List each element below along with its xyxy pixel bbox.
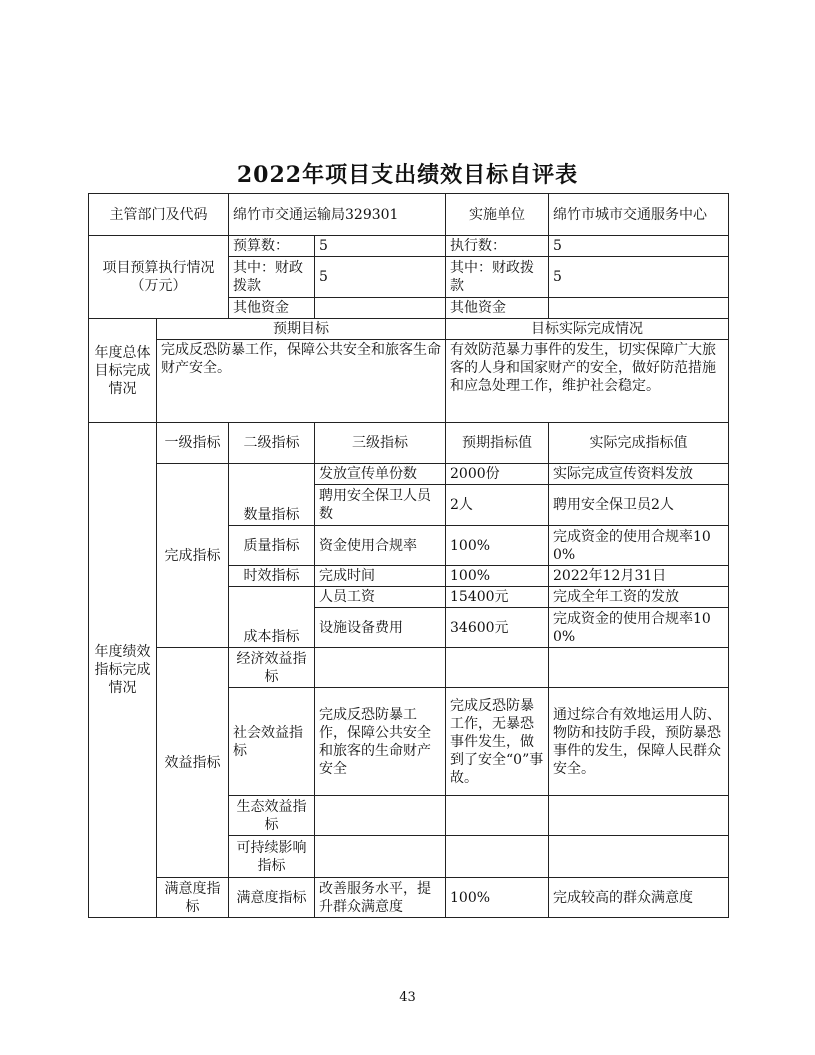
- annual-goal-label: 年度总体目标完成情况: [89, 319, 157, 423]
- r3-lvl3: 资金使用合规率: [315, 526, 446, 566]
- r2-expected: 2人: [446, 485, 549, 526]
- r1-actual: 实际完成宣传资料发放: [549, 464, 729, 485]
- r5-actual: 完成全年工资的发放: [549, 587, 729, 608]
- r7-expected: 完成反恐防暴工作，无暴恐事件发生，做到了安全“0”事故。: [446, 688, 549, 796]
- ecological-lvl3: [315, 796, 446, 836]
- r4-lvl3: 完成时间: [315, 566, 446, 587]
- exec-num-label: 执行数：: [446, 236, 549, 257]
- col-actual: 实际完成指标值: [549, 423, 729, 464]
- r5-lvl3: 人员工资: [315, 587, 446, 608]
- lvl2-quantity: 数量指标: [229, 464, 315, 526]
- group-benefit: 效益指标: [157, 648, 229, 878]
- sustainable-expected: [446, 836, 549, 878]
- exec-num-value: 5: [549, 236, 729, 257]
- indicator-section-label: 年度绩效指标完成情况: [89, 423, 157, 918]
- dept-label: 主管部门及代码: [89, 194, 229, 236]
- impl-value: 绵竹市城市交通服务中心: [549, 194, 729, 236]
- r8-lvl3: 改善服务水平，提升群众满意度: [315, 878, 446, 918]
- r7-lvl3: 完成反恐防暴工作，保障公共安全和旅客的生命财产安全: [315, 688, 446, 796]
- page-title: 2022年项目支出绩效目标自评表: [236, 162, 579, 188]
- fiscal-label-exec: 其中：财政拨款: [446, 257, 549, 298]
- economic-lvl3: [315, 648, 446, 688]
- col-expected: 预期指标值: [446, 423, 549, 464]
- r4-actual: 2022年12月31日: [549, 566, 729, 587]
- other-funds-label: 其他资金: [229, 298, 315, 319]
- ecological-expected: [446, 796, 549, 836]
- page-number: 43: [399, 990, 416, 1005]
- r5-expected: 15400元: [446, 587, 549, 608]
- lvl2-satisfaction: 满意度指标: [229, 878, 315, 918]
- other-funds-value-exec: [549, 298, 729, 319]
- lvl2-sustainable: 可持续影响指标: [229, 836, 315, 878]
- fiscal-value-exec: 5: [549, 257, 729, 298]
- r1-expected: 2000份: [446, 464, 549, 485]
- dept-value: 绵竹市交通运输局329301: [229, 194, 446, 236]
- lvl2-economic: 经济效益指标: [229, 648, 315, 688]
- group-completion: 完成指标: [157, 464, 229, 648]
- group-satisfaction: 满意度指标: [157, 878, 229, 918]
- col-level3: 三级指标: [315, 423, 446, 464]
- r7-actual: 通过综合有效地运用人防、物防和技防手段，预防暴恐事件的发生，保障人民群众安全。: [549, 688, 729, 796]
- actual-goal-header: 目标实际完成情况: [446, 319, 729, 340]
- sustainable-lvl3: [315, 836, 446, 878]
- lvl2-timeliness: 时效指标: [229, 566, 315, 587]
- lvl2-quality: 质量指标: [229, 526, 315, 566]
- fiscal-value: 5: [315, 257, 446, 298]
- r8-actual: 完成较高的群众满意度: [549, 878, 729, 918]
- budget-num-label: 预算数：: [229, 236, 315, 257]
- lvl2-cost: 成本指标: [229, 587, 315, 648]
- r2-actual: 聘用安全保卫员2人: [549, 485, 729, 526]
- r4-expected: 100%: [446, 566, 549, 587]
- r8-expected: 100%: [446, 878, 549, 918]
- r6-lvl3: 设施设备费用: [315, 608, 446, 648]
- col-level1: 一级指标: [157, 423, 229, 464]
- r3-expected: 100%: [446, 526, 549, 566]
- budget-label: 项目预算执行情况（万元）: [89, 236, 229, 319]
- other-funds-label-exec: 其他资金: [446, 298, 549, 319]
- r6-actual: 完成资金的使用合规率100%: [549, 608, 729, 648]
- r1-lvl3: 发放宣传单份数: [315, 464, 446, 485]
- ecological-actual: [549, 796, 729, 836]
- economic-expected: [446, 648, 549, 688]
- sustainable-actual: [549, 836, 729, 878]
- impl-label: 实施单位: [446, 194, 549, 236]
- other-funds-value: [315, 298, 446, 319]
- budget-num-value: 5: [315, 236, 446, 257]
- r2-lvl3: 聘用安全保卫人员数: [315, 485, 446, 526]
- expected-goal-header: 预期目标: [157, 319, 446, 340]
- col-level2: 二级指标: [229, 423, 315, 464]
- expected-goal-text: 完成反恐防暴工作，保障公共安全和旅客生命财产安全。: [157, 340, 446, 423]
- lvl2-ecological: 生态效益指标: [229, 796, 315, 836]
- performance-table: [88, 193, 729, 918]
- economic-actual: [549, 648, 729, 688]
- actual-goal-text: 有效防范暴力事件的发生，切实保障广大旅客的人身和国家财产的安全，做好防范措施和应急处理工作，维护社会稳定。: [446, 340, 729, 423]
- lvl2-social: 社会效益指标: [229, 688, 315, 796]
- r3-actual: 完成资金的使用合规率100%: [549, 526, 729, 566]
- r6-expected: 34600元: [446, 608, 549, 648]
- fiscal-label: 其中：财政拨款: [229, 257, 315, 298]
